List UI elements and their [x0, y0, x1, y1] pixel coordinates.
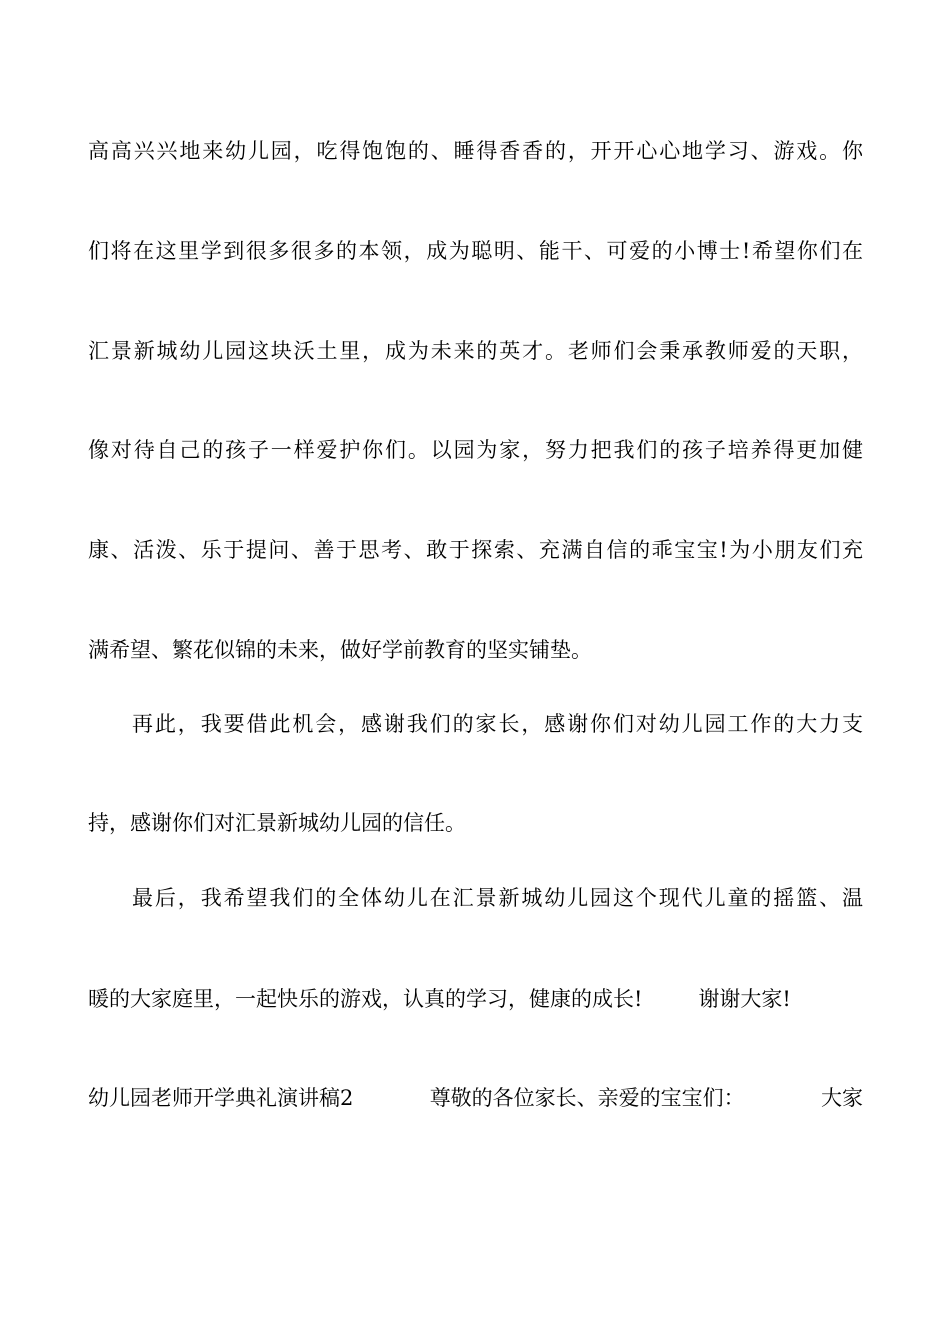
paragraph-line: 高高兴兴地来幼儿园，吃得饱饱的、睡得香香的，开开心心地学习、游戏。你: [88, 139, 863, 163]
paragraph-line: 康、活泼、乐于提问、善于思考、敢于探索、充满自信的乖宝宝!为小朋友们充: [88, 538, 863, 562]
paragraph-first-line: 最后，我希望我们的全体幼儿在汇景新城幼儿园这个现代儿童的摇篮、温: [132, 886, 863, 910]
paragraph-first-line: 再此，我要借此机会，感谢我们的家长，感谢你们对幼儿园工作的大力支: [132, 712, 863, 736]
thanks-text: 谢谢大家!: [698, 987, 791, 1011]
paragraph-line: 像对待自己的孩子一样爱护你们。以园为家，努力把我们的孩子培养得更加健: [88, 438, 863, 462]
paragraph-line: 汇景新城幼儿园这块沃土里，成为未来的英才。老师们会秉承教师爱的天职，: [88, 339, 863, 363]
paragraph-line: [88, 984, 863, 1014]
next-speech-line: [88, 1083, 863, 1113]
paragraph-line: 们将在这里学到很多很多的本领，成为聪明、能干、可爱的小博士!希望你们在: [88, 239, 863, 263]
speech-opening: 大家: [821, 1086, 863, 1110]
speech-title: 幼儿园老师开学典礼演讲稿2: [88, 1086, 354, 1110]
paragraph-line: 满希望、繁花似锦的未来，做好学前教育的坚实铺垫。: [88, 638, 592, 662]
closing-sentence: 暖的大家庭里，一起快乐的游戏，认真的学习，健康的成长!: [88, 987, 643, 1011]
paragraph-line: 持，感谢你们对汇景新城幼儿园的信任。: [88, 811, 466, 835]
speech-greeting: 尊敬的各位家长、亲爱的宝宝们：: [429, 1086, 745, 1110]
